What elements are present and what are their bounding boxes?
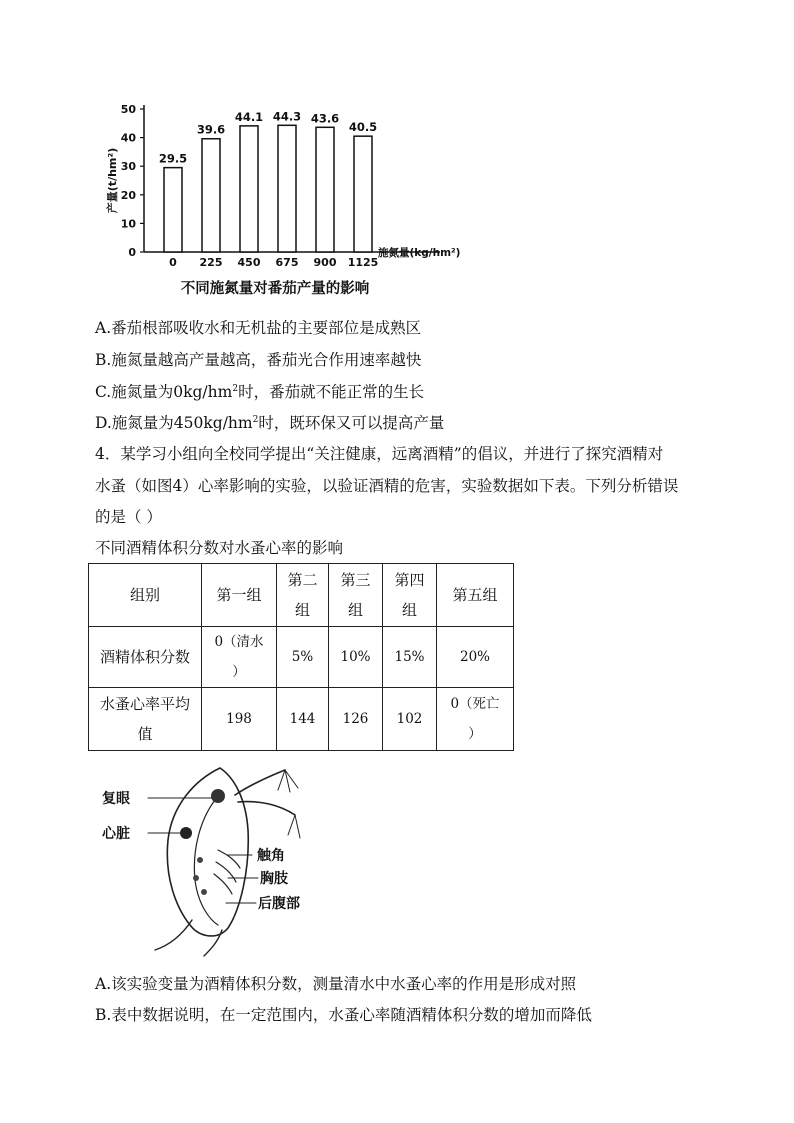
option-b: B.施氮量越高产量越高，番茄光合作用速率越快 [95,351,422,369]
daphnia-limbs [214,850,240,894]
header-group-4-a: 第四 [394,571,425,589]
bar-value-label: 43.6 [310,111,340,126]
cell-rate-2: 144 [277,688,329,751]
daphnia-antenna-1 [235,770,285,795]
cell-alcohol-2: 5% [277,627,329,688]
cell-alcohol-1-a: 0（清水 [214,634,264,650]
table-row [89,627,514,688]
header-group-3 [329,564,383,627]
label-compound-eye: 复眼 [102,791,130,807]
bar [240,126,258,252]
option-a: A.番茄根部吸收水和无机盐的主要部位是成熟区 [95,319,422,337]
x-tick-label: 225 [199,256,223,269]
option-d-text: D.施氮量为450kg/hm [95,414,253,432]
bar [316,127,334,252]
cell-rate-4: 102 [383,688,437,751]
bar-value-label: 40.5 [348,120,378,135]
label-thoracic-limb: 胸肢 [260,871,288,887]
y-tick-label: 20 [120,188,136,202]
header-group-4-b: 组 [401,601,417,619]
bar-value-label: 29.5 [158,151,188,166]
header-group-4 [383,564,437,627]
daphnia-eye [211,789,225,803]
x-tick-label: 675 [275,256,299,269]
q4-option-a: A.该实验变量为酒精体积分数，测量清水中水蚤心率的作用是形成对照 [95,975,577,993]
cell-rate-5-b: ） [468,726,482,742]
header-group-2-a: 第二 [287,571,318,589]
row-label-heart-rate [89,688,202,751]
option-c-text-end: 时，番茄就不能正常的生长 [238,383,425,401]
alcohol-heart-rate-table [88,563,514,751]
daphnia-figure [100,760,320,960]
x-tick-label: 1125 [347,256,379,269]
question-4-line-3: 的是（ ） [95,508,162,526]
daphnia-heart [180,827,192,839]
table-row [89,688,514,751]
bar-value-label: 39.6 [196,122,226,137]
bar [164,168,182,252]
row-label-heart-rate-a: 水蚤心率平均 [99,695,190,713]
header-group-5: 第五组 [437,564,514,627]
table-title: 不同酒精体积分数对水蚤心率的影响 [95,539,344,557]
option-d-text-end: 时，既环保又可以提高产量 [258,414,445,432]
cell-rate-5-a: 0（死亡 [450,696,500,712]
y-tick-label: 0 [128,246,136,259]
daphnia-egg-2 [193,875,199,881]
option-c-text: C.施氮量为0kg/hm [95,383,233,401]
row-label-alcohol: 酒精体积分数 [89,627,202,688]
bar [202,139,220,252]
bar [278,125,296,252]
q4-option-b: B.表中数据说明，在一定范围内，水蚤心率随酒精体积分数的增加而降低 [95,1006,592,1024]
cell-alcohol-1-b: ） [232,664,246,680]
daphnia-egg-3 [201,889,207,895]
x-axis-label: 施氮量(kg/hm²) [378,247,460,259]
cell-alcohol-4: 15% [383,627,437,688]
y-tick-label: 10 [120,217,136,231]
option-c-sup: 2 [232,383,239,394]
cell-rate-5 [437,688,514,751]
question-4-line-1: 4．某学习小组向全校同学提出“关注健康，远离酒精”的倡议，并进行了探究酒精对 [95,445,664,463]
header-group-3-b: 组 [347,601,363,619]
bar-value-label: 44.1 [234,109,264,124]
cell-alcohol-3: 10% [329,627,383,688]
bar-value-label: 44.3 [272,109,302,124]
y-tick-label: 40 [120,131,136,145]
option-d-sup: 2 [252,414,259,425]
label-heart: 心脏 [102,826,130,842]
option-d [95,411,444,433]
header-group-2-b: 组 [294,601,310,619]
daphnia-body [167,768,248,936]
bar [354,136,372,252]
y-axis-label: 产量(t/hm²) [106,147,119,214]
question-4-line-2: 水蚤（如图4）心率影响的实验，以验证酒精的危害，实验数据如下表。下列分析错误 [95,477,679,495]
daphnia-antenna-4 [288,815,300,838]
cell-alcohol-1 [202,627,277,688]
daphnia-gut [194,800,218,925]
header-group-1: 第一组 [202,564,277,627]
cell-rate-3: 126 [329,688,383,751]
label-antenna: 触角 [257,848,285,864]
chart-title: 不同施氮量对番茄产量的影响 [180,281,370,297]
cell-alcohol-5: 20% [437,627,514,688]
option-c [95,380,424,402]
cell-rate-1: 198 [202,688,277,751]
y-tick-label: 50 [120,103,136,116]
header-group-3-a: 第三 [340,571,371,589]
x-tick-label: 0 [169,256,177,269]
x-tick-label: 900 [313,256,337,269]
x-tick-label: 450 [237,256,261,269]
daphnia-antenna-3 [278,770,298,792]
label-postabdomen: 后腹部 [258,896,300,912]
y-tick-label: 30 [120,160,136,174]
nitrogen-yield-chart [100,95,460,305]
daphnia-tail-spine [155,920,192,950]
row-label-heart-rate-b: 值 [137,725,153,743]
header-group-2 [277,564,329,627]
daphnia-egg-1 [197,857,203,863]
table-header-row [89,564,514,627]
header-group: 组别 [89,564,202,627]
